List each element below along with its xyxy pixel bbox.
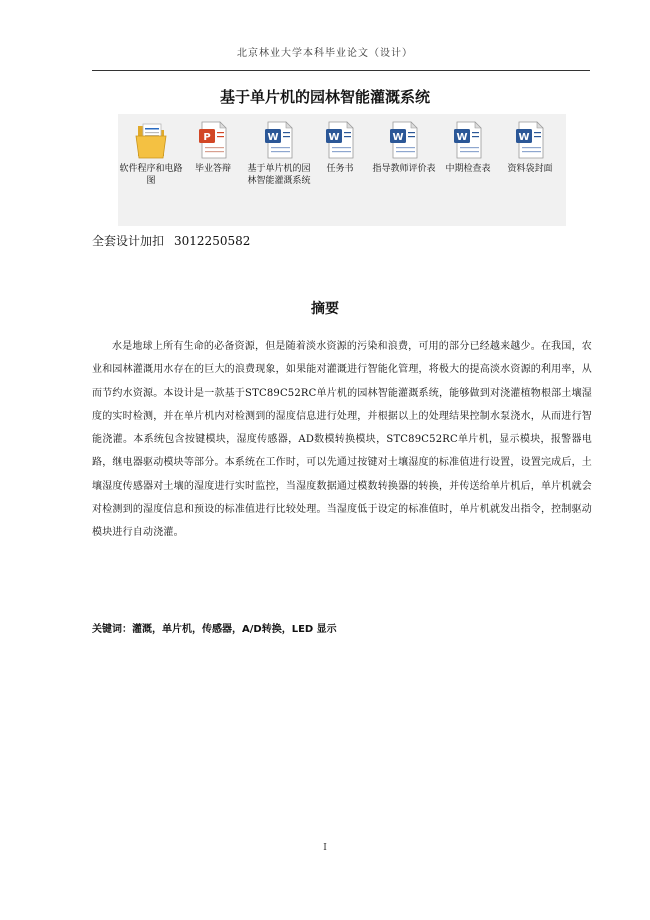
file-item-assignment[interactable] [307, 120, 373, 175]
document-title: 基于单片机的园林智能灌溉系统 [219, 88, 430, 106]
file-label: 基于单片机的园林智能灌溉系统 [247, 164, 311, 186]
attachment-file-panel [118, 114, 566, 226]
file-item-midterm-check[interactable] [435, 120, 501, 175]
folder-icon [134, 120, 168, 160]
svg-text:W: W [456, 132, 468, 143]
powerpoint-icon [196, 120, 230, 160]
contact-label: 全套设计加扣 [92, 234, 165, 248]
word-document-icon [323, 120, 357, 160]
word-document-icon [513, 120, 547, 160]
word-document-icon [262, 120, 296, 160]
file-label: 中期检查表 [445, 164, 491, 174]
svg-text:W: W [267, 132, 279, 143]
file-label: 软件程序和电路图 [119, 164, 183, 186]
contact-line [92, 232, 250, 249]
svg-text:W: W [328, 132, 340, 143]
page-header: 北京林业大学本科毕业论文（设计） [237, 48, 413, 59]
svg-text:W: W [518, 132, 530, 143]
contact-number: 3012250582 [174, 234, 251, 248]
file-item-software-circuit[interactable] [118, 120, 184, 187]
file-item-advisor-evaluation[interactable] [371, 120, 437, 175]
file-item-defense[interactable] [180, 120, 246, 175]
word-document-icon [451, 120, 485, 160]
file-label: 资料袋封面 [507, 164, 553, 174]
header-divider [92, 70, 590, 71]
file-item-archive-cover[interactable] [497, 120, 563, 175]
abstract-heading: 摘要 [311, 301, 339, 317]
file-item-thesis[interactable] [246, 120, 312, 187]
word-document-icon [387, 120, 421, 160]
file-label: 毕业答辩 [194, 164, 231, 174]
keywords-line: 关键词：灌溉，单片机，传感器，A/D转换，LED 显示 [92, 624, 337, 635]
file-label: 任务书 [326, 164, 354, 174]
abstract-body: 水是地球上所有生命的必备资源，但是随着淡水资源的污染和浪费，可用的部分已经越来越少。在我国，农业和园林灌溉用水存在的巨大的浪费现象，如果能对灌溉进行智能化管理，将极大的提高淡水资源的利用率，从而节约水资源。本设计是一款基于STC89C52RC单片机的园林智能灌溉系统，能够做到对浇灌植物根部土壤湿度的实时检测，并在单片机内对检测到的湿度信息进行处理，并根据以上的处理结果控制水泵浇水，从而进行智能浇灌。本系统包含按键模块，湿度传感器，AD数模转换模块，STC89C52RC单片机，显示模块，报警器电路，继电器驱动模块等部分。本系统在工作时，可以先通过按键对土壤湿度的标准值进行设置，设置完成后，土壤湿度传感器对土壤的湿度进行实时监控，当湿度数据通过模数转换器的转换，并传送给单片机后，单片机就会对检测到的湿度信息和预设的标准值进行比较处理。当湿度低于设定的标准值时，单片机就发出指令，控制驱动模块进行自动浇灌。 [92, 341, 592, 539]
file-label: 指导教师评价表 [372, 164, 436, 174]
page-number: I [323, 843, 327, 853]
svg-text:P: P [203, 132, 211, 143]
svg-text:W: W [392, 132, 404, 143]
